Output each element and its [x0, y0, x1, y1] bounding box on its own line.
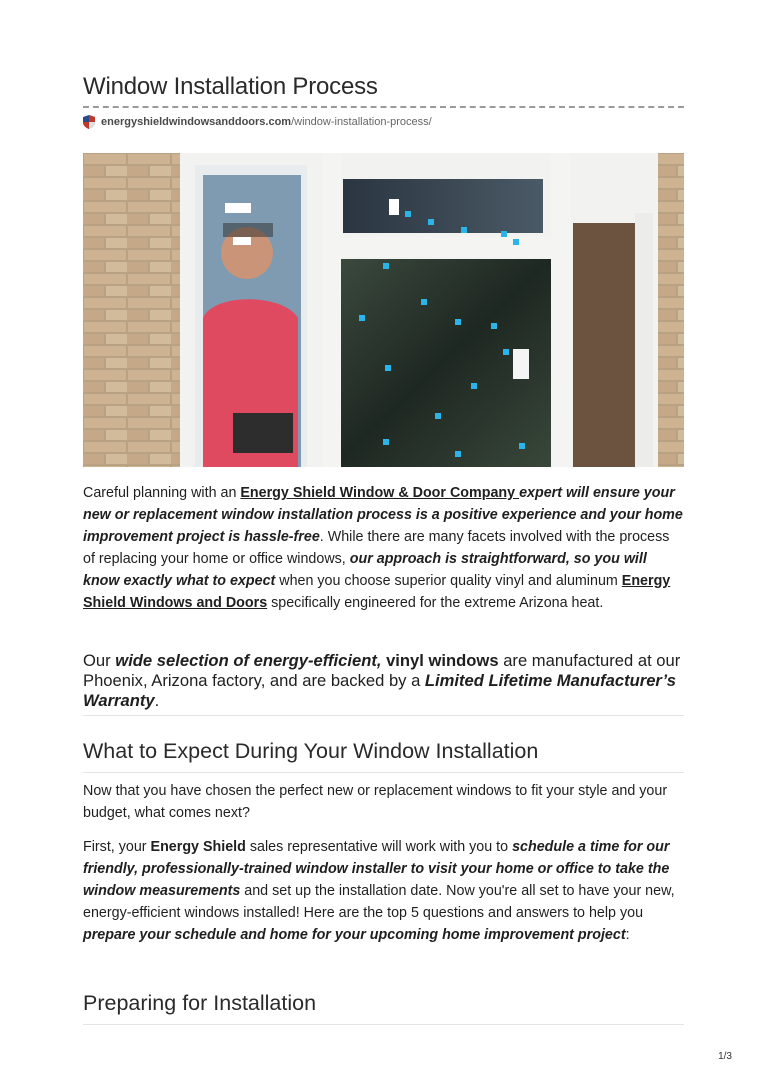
expect-paragraph: Now that you have chosen the perfect new or replacement windows to fit your style and your budget, what comes next?	[83, 783, 668, 821]
windows-doors-link[interactable]: Energy Shield Windows and Doors	[83, 573, 671, 611]
step-text-4: :	[625, 927, 630, 943]
step-brand: Energy Shield	[150, 839, 246, 855]
lead-text-2: are manufactured at our Phoenix, Arizona factory, and are backed by a	[83, 651, 681, 690]
intro-text-3: when you choose superior quality vinyl and aluminum	[275, 573, 622, 589]
window-photo-illustration	[83, 153, 684, 467]
source-domain-link[interactable]: energyshieldwindowsanddoors.com	[101, 116, 292, 128]
page-number: 1/3	[718, 1051, 732, 1062]
lead-emphasis-1: wide selection of energy-efficient,	[115, 651, 382, 670]
step-emphasis-2: prepare your schedule and home for your upcoming home improvement project	[83, 927, 626, 943]
intro-emphasis-1: expert will ensure your new or replacement window installation process is a positive experience and your home improvement project is hassle-free	[83, 485, 683, 545]
step-text-2: sales representative will work with you to	[245, 839, 513, 855]
intro-paragraph	[83, 482, 684, 614]
source-path: /window-installation-process/	[291, 116, 432, 128]
intro-emphasis-2: our approach is straightforward, so you will know exactly what to expect	[83, 551, 647, 589]
title-divider	[83, 106, 684, 108]
shield-logo-icon	[83, 115, 95, 129]
lead-bold-vinyl: vinyl windows	[381, 651, 499, 670]
step-emphasis-1: schedule a time for our friendly, professionally-trained window installer to visit your home or office to take the window measurements	[83, 839, 670, 899]
company-link[interactable]: Energy Shield Window & Door Company	[240, 485, 520, 501]
first-step-paragraph	[83, 836, 684, 946]
intro-text-2: . While there are many facets involved with the process of replacing your home or office windows,	[83, 529, 670, 567]
lead-text-1: Our	[83, 651, 116, 670]
source-line	[83, 115, 432, 129]
intro-text-1: Careful planning with an	[83, 485, 241, 501]
step-text-3: and set up the installation date. Now you're all set to have your new, energy-efficient windows installed! Here are the top 5 questions and answers to help you	[83, 883, 675, 921]
page-title: Window Installation Process	[83, 73, 378, 100]
section-heading-preparing: Preparing for Installation	[83, 991, 317, 1015]
lead-text-3: .	[154, 691, 160, 710]
lead-paragraph	[83, 651, 684, 711]
section-divider	[83, 715, 684, 716]
section-heading-expect: What to Expect During Your Window Installation	[83, 739, 539, 763]
window-installer-photo	[83, 153, 684, 467]
lead-warranty: Limited Lifetime Manufacturer’s Warranty	[83, 671, 677, 710]
intro-text-4: specifically engineered for the extreme Arizona heat.	[267, 595, 604, 611]
heading-underline	[83, 772, 684, 773]
step-text-1: First, your	[83, 839, 151, 855]
heading-underline-2	[83, 1024, 684, 1025]
